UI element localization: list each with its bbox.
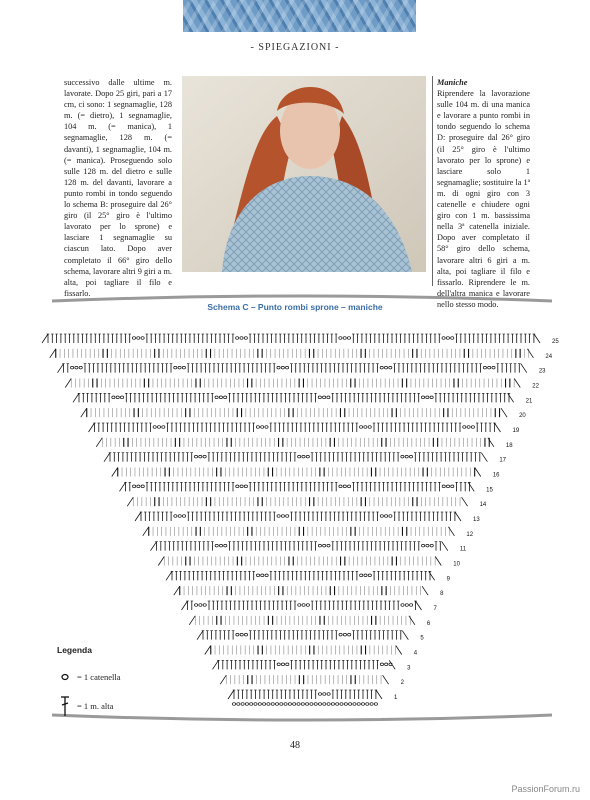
row-number: 15 (486, 487, 493, 494)
chain-stitch (323, 703, 326, 706)
double-crochet-icon (57, 695, 73, 717)
row-number: 11 (459, 546, 467, 553)
legend (57, 645, 121, 727)
chain-stitch (267, 703, 270, 706)
chart-row (143, 527, 474, 538)
legend-title: Legenda (57, 645, 92, 655)
row-number: 19 (512, 428, 520, 434)
chain-stitch-icon (57, 669, 73, 685)
sleeves-text: Riprendere la lavorazione sulle 104 m. di una manica e lavorare a punto rombi in tondo seguendo lo schema D: proseguire dal 26° giro (il 25° giro è l'ultimo lavorato per lo sprone) e lasciare solo 1 segnamaglie; sostituire la 1ª m. di ogni giro con 3 catenelle e chiudere ogni giro con 1 m. bassissima nella 3ª catenella iniziale. Dopo aver completato il 58° giro dello schema, lavorare altri 6 giri a m. alta, poi tagliare il filo e fissarlo. Riprendere le m. dell'altra manica e lavorare nello stesso modo. (437, 89, 530, 309)
row-number: 3 (407, 665, 411, 672)
right-text-column (437, 77, 530, 310)
page-number: 48 (290, 740, 300, 751)
row-number: 24 (545, 353, 553, 360)
chart-row (112, 468, 500, 479)
chain-stitch (318, 703, 321, 706)
chart-row (228, 690, 398, 701)
chart-row (89, 423, 520, 434)
chain-stitch (327, 703, 330, 706)
chart-row (127, 497, 487, 508)
legend-item-dc (57, 695, 121, 717)
chain-stitch (344, 703, 347, 706)
sleeves-heading: Maniche (437, 78, 468, 87)
column-divider (432, 76, 433, 286)
chart-row (182, 601, 438, 612)
chain-stitch (314, 703, 317, 706)
legend-label-dc: = 1 m. alta (77, 701, 114, 711)
chain-stitch (284, 703, 287, 706)
chain-stitch (336, 703, 339, 706)
chart-row (205, 646, 418, 657)
chain-stitch (263, 703, 266, 706)
chart-row (96, 438, 513, 449)
chart-row (58, 364, 547, 375)
legend-item-chain (57, 669, 121, 685)
row-number: 13 (473, 517, 480, 523)
chain-stitch (250, 703, 253, 706)
chain-stitch (357, 703, 360, 706)
model-photo (182, 76, 426, 272)
row-number: 20 (519, 413, 526, 420)
chain-stitch (241, 703, 244, 706)
chart-row (174, 586, 444, 597)
watermark: PassionForum.ru (511, 784, 580, 794)
chart-row (65, 379, 539, 390)
chain-stitch (340, 703, 343, 706)
row-number: 1 (394, 695, 398, 701)
chain-stitch (271, 703, 274, 706)
chart-row (81, 408, 527, 419)
row-number: 6 (426, 620, 431, 627)
row-number: 4 (413, 650, 418, 657)
chain-stitch (361, 703, 364, 706)
chart-row (166, 571, 451, 582)
chain-stitch (331, 703, 334, 706)
chain-stitch (245, 703, 248, 706)
chart-row (220, 675, 404, 686)
left-text-column: successivo dalle ultime m. lavorate. Dopo 25 giri, pari a 17 cm, ci sono: 1 segnamaglie, 128 m. (= dietro), 1 segnamaglie, 104 m. (= manica), 1 segnamaglie, 128 m. (= davanti), 1 segnamaglie, 104 m. (= manica). Proseguendo solo sulle 128 m. del dietro e sulle 128 m. del davanti, lavorare a punto rombi in tondo seguendo lo schema B: proseguire dal 26° giro (il 25° giro è l'ultimo lavorato per lo sprone) e lasciare 1 segnamaglie su ciascun lato. Dopo aver completato il 66° giro dello schema, lavorare altri 9 giri a m. alta, poi tagliare il filo e fissarlo. (64, 78, 172, 298)
chart-row (197, 631, 424, 642)
chain-stitch (275, 703, 278, 706)
row-number: 23 (538, 368, 546, 375)
chain-stitch (280, 703, 283, 706)
row-number: 7 (433, 606, 437, 612)
chain-stitch (237, 703, 240, 706)
row-number: 5 (420, 635, 424, 642)
chain-stitch (306, 703, 309, 706)
chain-stitch (374, 703, 377, 706)
row-number: 8 (440, 591, 444, 598)
row-number: 18 (505, 442, 513, 449)
row-number: 22 (532, 383, 539, 390)
chart-row (42, 334, 559, 345)
chain-stitch (297, 703, 300, 706)
chain-stitch (301, 703, 304, 706)
legend-label-chain: = 1 catenella (77, 672, 121, 682)
chain-stitch (349, 703, 352, 706)
row-number: 16 (492, 472, 500, 479)
chart-row (213, 660, 412, 671)
chart-row (151, 542, 467, 553)
row-number: 17 (499, 457, 507, 464)
chain-stitch (258, 703, 261, 706)
row-number: 25 (552, 339, 559, 345)
chain-stitch (353, 703, 356, 706)
section-title: - SPIEGAZIONI - (250, 42, 340, 53)
chain-stitch (293, 703, 296, 706)
chart-row (189, 616, 431, 627)
chain-stitch (310, 703, 313, 706)
chain-stitch (366, 703, 369, 706)
schema-title: Schema C – Punto rombi sprone – maniche (207, 302, 383, 312)
row-number: 2 (400, 680, 404, 687)
knit-texture-banner (183, 0, 416, 32)
row-number: 9 (446, 576, 451, 583)
chain-stitch (370, 703, 373, 706)
chain-stitch (232, 703, 235, 706)
chart-row (50, 349, 553, 360)
chain-stitch (288, 703, 291, 706)
chart-row (104, 453, 507, 464)
row-number: 12 (466, 531, 474, 538)
row-number: 14 (479, 502, 487, 509)
chart-row (73, 393, 533, 404)
chart-row (158, 557, 460, 568)
chart-row (120, 482, 494, 493)
row-number: 10 (453, 561, 460, 568)
chain-stitch (254, 703, 257, 706)
chart-row (135, 512, 480, 523)
row-number: 21 (525, 398, 533, 405)
